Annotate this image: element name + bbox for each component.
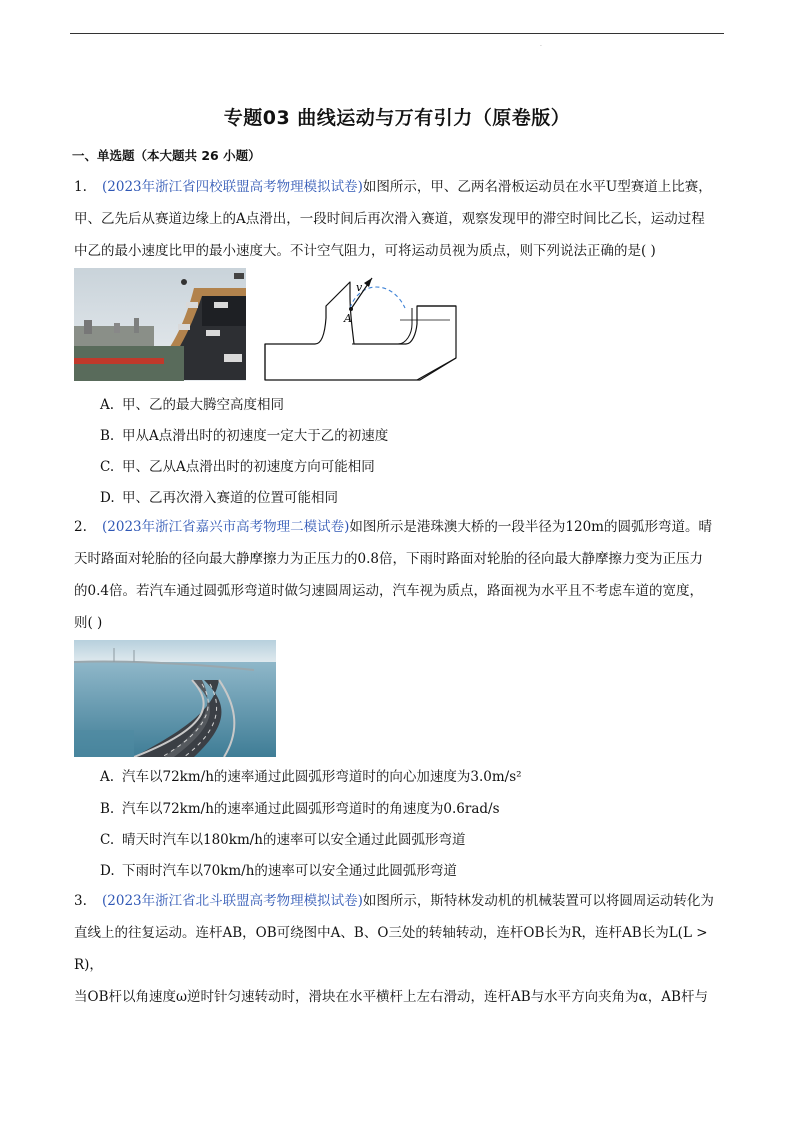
q2-option-c[interactable]: C. 晴天时汽车以180km/h的速率可以安全通过此圆弧形弯道 [100, 832, 466, 848]
stem-line: 天时路面对轮胎的径向最大静摩擦力为正压力的0.8倍，下雨时路面对轮胎的径向最大静摩擦力变为正压力 [74, 551, 703, 567]
stem-line: 当OB杆以角速度ω逆时针匀速转动时，滑块在水平横杆上左右滑动，连杆AB与水平方向夹角为α，AB杆与 [74, 989, 708, 1005]
question-2-stem [74, 511, 724, 639]
q1-option-a[interactable]: A. 甲、乙的最大腾空高度相同 [100, 397, 284, 413]
q1-option-d[interactable]: D. 甲、乙再次滑入赛道的位置可能相同 [100, 490, 338, 506]
velocity-label: v [356, 281, 363, 294]
section-heading: 一、单选题（本大题共 26 小题） [72, 148, 261, 163]
q2-option-d[interactable]: D. 下雨时汽车以70km/h的速率可以安全通过此圆弧形弯道 [100, 863, 457, 879]
question-3-stem [74, 885, 724, 1013]
stem-line: 如图所示，甲、乙两名滑板运动员在水平U型赛道上比赛， [362, 179, 712, 195]
question-source[interactable]: (2023年浙江省四校联盟高考物理模拟试卷) [102, 179, 363, 195]
stem-line: 直线上的往复运动。连杆AB，OB可绕图中A、B、O三处的转轴转动，连杆OB长为R，连杆AB长为L(L > R)， [74, 925, 708, 973]
page-title: 专题03 曲线运动与万有引力（原卷版） [223, 107, 571, 129]
question-source[interactable]: (2023年浙江省嘉兴市高考物理二模试卷) [102, 519, 350, 535]
header-rule [70, 33, 724, 34]
q2-option-a[interactable]: A. 汽车以72km/h的速率通过此圆弧形弯道时的向心加速度为3.0m/s² [100, 769, 522, 785]
question-number: 2. [74, 519, 87, 535]
q1-option-b[interactable]: B. 甲从A点滑出时的初速度一定大于乙的初速度 [100, 428, 389, 444]
stem-line: 如图所示是港珠澳大桥的一段半径为120m的圆弧形弯道。晴 [349, 519, 712, 535]
point-a-label: A [344, 312, 352, 325]
q2-option-b[interactable]: B. 汽车以72km/h的速率通过此圆弧形弯道时的角速度为0.6rad/s [100, 801, 500, 817]
stem-line: 甲、乙先后从赛道边缘上的A点滑出，一段时间后再次滑入赛道，观察发现甲的滞空时间比乙长，运动过程 [74, 211, 705, 227]
stem-line: 则( ) [74, 615, 103, 631]
stem-line: 中乙的最小速度比甲的最小速度大。不计空气阻力，可将运动员视为质点，则下列说法正确的是( ) [74, 243, 656, 259]
stem-line: 的0.4倍。若汽车通过圆弧形弯道时做匀速圆周运动，汽车视为质点，路面视为水平且不考虑车道的宽度， [74, 583, 703, 599]
question-source[interactable]: (2023年浙江省北斗联盟高考物理模拟试卷) [102, 893, 363, 909]
bridge-photo [74, 640, 276, 757]
skate-ramp-photo [74, 268, 246, 381]
q1-option-c[interactable]: C. 甲、乙从A点滑出时的初速度方向可能相同 [100, 459, 375, 475]
question-number: 3. [74, 893, 87, 909]
question-number: 1. [74, 179, 87, 195]
u-track-diagram [260, 268, 460, 388]
question-1-stem [74, 171, 724, 267]
header-mark: . [540, 41, 542, 48]
stem-line: 如图所示，斯特林发动机的机械装置可以将圆周运动转化为 [362, 893, 714, 909]
